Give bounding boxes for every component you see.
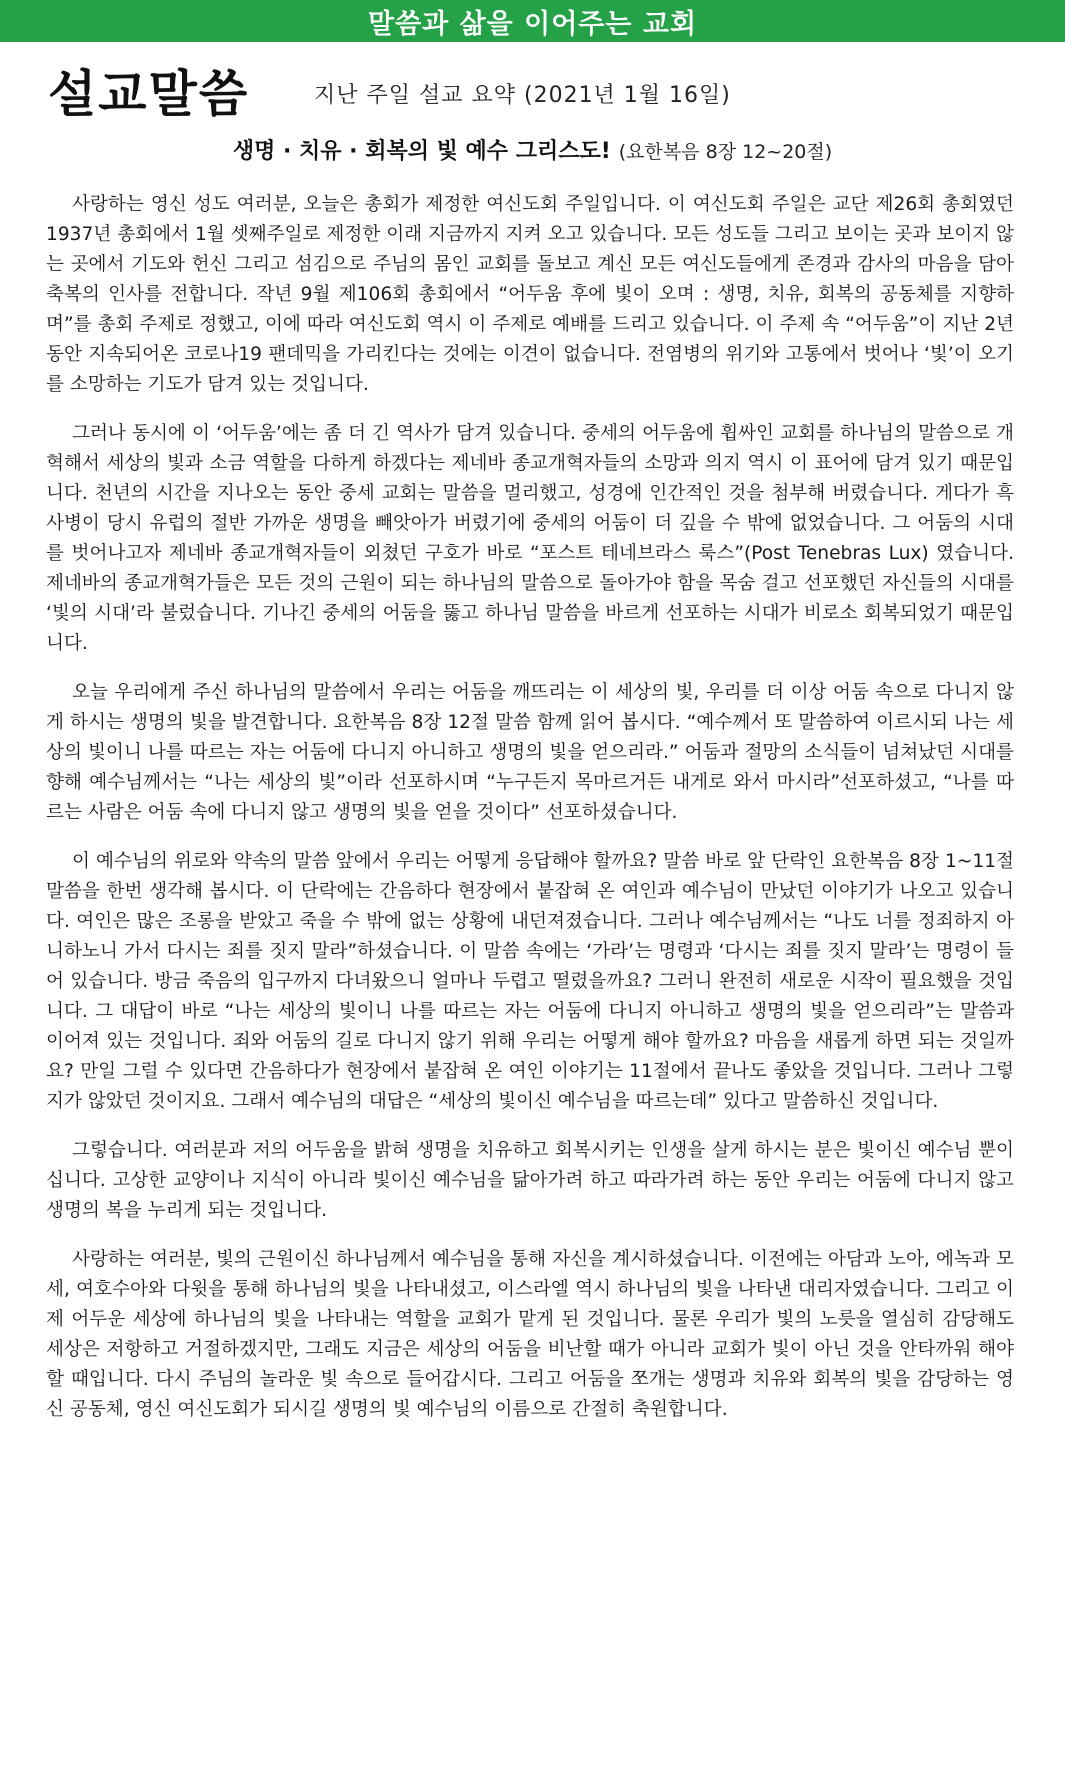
paragraph-1: 사랑하는 영신 성도 여러분, 오늘은 총회가 제정한 여신도회 주일입니다. 이 여신도회 주일은 교단 제26회 총회였던 1937년 총회에서 1월 셋째주일로 제정한 이래 지금까지 지켜 오고 있습니다. 모든 성도들 그리고 보이는 곳과 보이지 않는 곳에서 기도와 헌신 그리고 섬김으로 주님의 몸인 교회를 돌보고 계신 모든 여신도들에게 존경과 감사의 마음을 담아 축복의 인사를 전합니다. 작년 9월 제106회 총회에서 “어두움 후에 빛이 오며 : 생명, 치유, 회복의 공동체를 지향하며”를 총회 주제로 정했고, 이에 따라 여신도회 역시 이 주제로 예배를 드리고 있습니다. 이 주제 속 “어두움”이 지난 2년 동안 지속되어온 코로나19 팬데믹을 가리킨다는 것에는 이견이 없습니다. 전염병의 위기와 고통에서 벗어나 ‘빛’이 오기를 소망하는 기도가 담겨 있는 것입니다.: [46, 194, 1014, 395]
church-slogan: 말씀과 삶을 이어주는 교회: [367, 8, 698, 40]
sermon-title: 생명 · 치유 · 회복의 빛 예수 그리스도!: [232, 139, 611, 164]
paragraph-3: 오늘 우리에게 주신 하나님의 말씀에서 우리는 어둠을 깨뜨리는 이 세상의 빛, 우리를 더 이상 어둠 속으로 다니지 않게 하시는 생명의 빛을 발견합니다. 요한복음 8장 12절 말씀 함께 읽어 봅시다. “예수께서 또 말씀하여 이르시되 나는 세상의 빛이니 나를 따르는 자는 어둠에 다니지 아니하고 생명의 빛을 얻으리라.” 어둠과 절망의 소식들이 넘쳐났던 시대를 향해 예수님께서는 “나는 세상의 빛”이라 선포하시며 “누구든지 목마르거든 내게로 와서 마시라”선포하셨고, “나를 따르는 사람은 어둠 속에 다니지 않고 생명의 빛을 얻을 것이다” 선포하셨습니다.: [46, 682, 1014, 823]
church-banner: [0, 0, 1065, 42]
sermon-date-subtitle: 지난 주일 설교 요약 (2021년 1월 16일): [314, 83, 731, 108]
paragraph-4: 이 예수님의 위로와 약속의 말씀 앞에서 우리는 어떻게 응답해야 할까요? 말씀 바로 앞 단락인 요한복음 8장 1~11절 말씀을 한번 생각해 봅시다. 이 단락에는 간음하다 현장에서 붙잡혀 온 여인과 예수님이 만났던 이야기가 나오고 있습니다. 여인은 많은 조롱을 받았고 죽을 수 밖에 없는 상황에 내던져졌습니다. 그러나 예수님께서는 “나도 너를 정죄하지 아니하노니 가서 다시는 죄를 짓지 말라”하셨습니다. 이 말씀 속에는 ‘가라’는 명령과 ‘다시는 죄를 짓지 말라’는 명령이 들어 있습니다. 방금 죽음의 입구까지 다녀왔으니 얼마나 두렵고 떨렸을까요? 그러니 완전히 새로운 시작이 필요했을 것입니다. 그 대답이 바로 “나는 세상의 빛이니 나를 따르는 자는 어둠에 다니지 아니하고 생명의 빛을 얻으리라”는 말씀과 이어져 있는 것입니다. 죄와 어둠의 길로 다니지 않기 위해 우리는 어떻게 해야 할까요? 마음을 새롭게 하면 되는 것일까요? 만일 그럴 수 있다면 간음하다가 현장에서 붙잡혀 온 여인 이야기는 11절에서 끝나도 좋았을 것입니다. 그러나 그렇지가 않았던 것이지요. 그래서 예수님의 대답은 “세상의 빛이신 예수님을 따르는데” 있다고 말씀하신 것입니다.: [46, 851, 1014, 1112]
page-header: [40, 54, 1030, 124]
paragraph-5: 그렇습니다. 여러분과 저의 어두움을 밝혀 생명을 치유하고 회복시키는 인생을 살게 하시는 분은 빛이신 예수님 뿐이십니다. 고상한 교양이나 지식이 아니라 빛이신 예수님을 닮아가려 하고 따라가려 하는 동안 우리는 어둠에 다니지 않고 생명의 복을 누리게 되는 것입니다.: [46, 1140, 1014, 1221]
page-title: 설교말씀: [48, 64, 250, 123]
paragraph-2: 그러나 동시에 이 ‘어두움’에는 좀 더 긴 역사가 담겨 있습니다. 중세의 어두움에 휩싸인 교회를 하나님의 말씀으로 개혁해서 세상의 빛과 소금 역할을 다하게 하겠다는 제네바 종교개혁자들의 소망과 의지 역시 이 표어에 담겨 있기 때문입니다. 천년의 시간을 지나오는 동안 중세 교회는 말씀을 멀리했고, 성경에 인간적인 것을 첨부해 버렸습니다. 게다가 흑사병이 당시 유럽의 절반 가까운 생명을 빼앗아가 버렸기에 중세의 어둠이 더 깊을 수 밖에 없었습니다. 그 어둠의 시대를 벗어나고자 제네바 종교개혁자들이 외쳤던 구호가 바로 “포스트 테네브라스 룩스”(Post Tenebras Lux) 였습니다. 제네바의 종교개혁가들은 모든 것의 근원이 되는 하나님의 말씀으로 돌아가야 함을 목숨 걸고 선포했던 자신들의 시대를 ‘빛의 시대’라 불렀습니다. 기나긴 중세의 어둠을 뚫고 하나님 말씀을 바르게 선포하는 시대가 비로소 회복되었기 때문입니다.: [46, 423, 1014, 654]
sermon-body: [46, 190, 1014, 1444]
scripture-reference: (요한복음 8장 12~20절): [618, 141, 833, 163]
sermon-heading: [0, 134, 1065, 165]
paragraph-6: 사랑하는 여러분, 빛의 근원이신 하나님께서 예수님을 통해 자신을 계시하셨습니다. 이전에는 아담과 노아, 에녹과 모세, 여호수아와 다윗을 통해 하나님의 빛을 나타내셨고, 이스라엘 역시 하나님의 빛을 나타낸 대리자였습니다. 그리고 이제 어두운 세상에 하나님의 빛을 나타내는 역할을 교회가 맡게 된 것입니다. 물론 우리가 빛의 노릇을 열심히 감당해도 세상은 저항하고 거절하겠지만, 그래도 지금은 세상의 어둠을 비난할 때가 아니라 교회가 빛이 아닌 것을 안타까워 해야 할 때입니다. 다시 주님의 놀라운 빛 속으로 들어갑시다. 그리고 어둠을 쪼개는 생명과 치유와 회복의 빛을 감당하는 영신 공동체, 영신 여신도회가 되시길 생명의 빛 예수님의 이름으로 간절히 축원합니다.: [46, 1249, 1014, 1420]
